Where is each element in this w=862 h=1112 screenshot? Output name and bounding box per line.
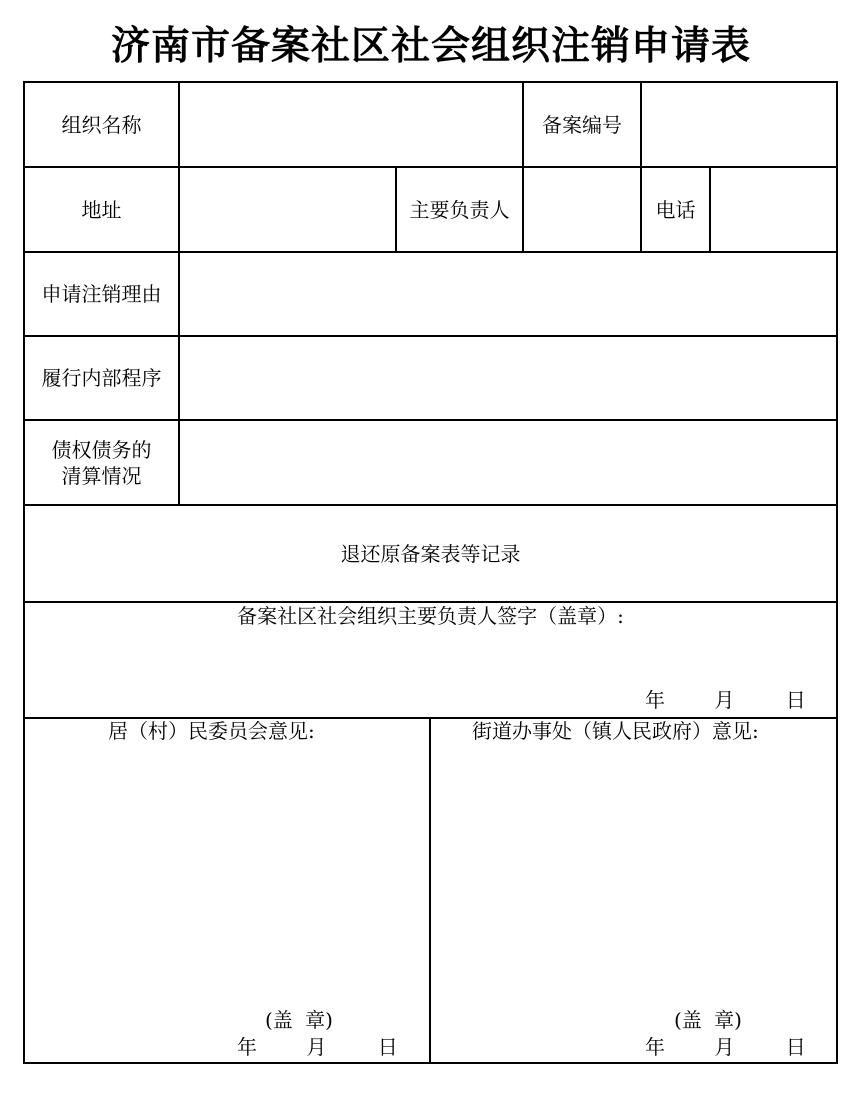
stamp-close: 章) — [714, 1008, 742, 1032]
signature-label: 备案社区社会组织主要负责人签字（盖章）: — [237, 604, 624, 628]
phone-field[interactable] — [711, 168, 836, 251]
committee-stamp — [265, 1007, 333, 1033]
date-month: 月 — [306, 1035, 327, 1059]
address-label: 地址 — [81, 197, 122, 222]
date-year: 年 — [645, 1035, 665, 1059]
date-day: 日 — [377, 1035, 398, 1059]
stamp-close: 章) — [305, 1008, 333, 1032]
date-day: 日 — [785, 1035, 806, 1059]
street-office-date — [645, 1034, 806, 1060]
address-field[interactable] — [180, 168, 395, 251]
street-office-opinion-label: 街道办事处（镇人民政府）意见: — [472, 719, 759, 743]
date-month: 月 — [714, 1035, 735, 1059]
phone-label: 电话 — [655, 197, 696, 222]
date-year: 年 — [237, 1035, 257, 1059]
internal-procedure-label: 履行内部程序 — [41, 366, 162, 390]
date-month: 月 — [714, 688, 735, 712]
debt-settlement-label-line2: 清算情况 — [61, 463, 142, 488]
form-title: 济南市备案社区社会组织注销申请表 — [110, 23, 751, 69]
committee-opinion-label: 居（村）民委员会意见: — [108, 719, 315, 743]
debt-settlement-field[interactable] — [180, 421, 836, 504]
border-right — [836, 81, 838, 1064]
cancellation-form — [23, 81, 838, 1064]
date-year: 年 — [645, 688, 665, 712]
org-name-field[interactable] — [180, 83, 522, 166]
committee-opinion-area[interactable] — [25, 719, 429, 1062]
person-in-charge-label: 主要负责人 — [409, 197, 510, 222]
org-name-label: 组织名称 — [61, 112, 142, 137]
person-in-charge-field[interactable] — [524, 168, 640, 251]
stamp-open: (盖 — [265, 1008, 293, 1032]
street-office-stamp — [674, 1007, 742, 1033]
street-office-opinion-area[interactable] — [431, 719, 836, 1062]
record-number-field[interactable] — [642, 83, 836, 166]
debt-settlement-label-line1: 债权债务的 — [51, 437, 152, 462]
date-day: 日 — [785, 688, 806, 712]
internal-procedure-field[interactable] — [180, 337, 836, 419]
committee-date — [237, 1034, 398, 1060]
debt-settlement-label — [25, 421, 178, 504]
signature-date — [645, 687, 806, 713]
reason-label: 申请注销理由 — [41, 282, 162, 306]
reason-field[interactable] — [180, 253, 836, 335]
return-records-label: 退还原备案表等记录 — [340, 541, 521, 566]
stamp-open: (盖 — [674, 1008, 702, 1032]
return-records-field[interactable] — [25, 506, 836, 601]
record-number-label: 备案编号 — [542, 112, 622, 137]
